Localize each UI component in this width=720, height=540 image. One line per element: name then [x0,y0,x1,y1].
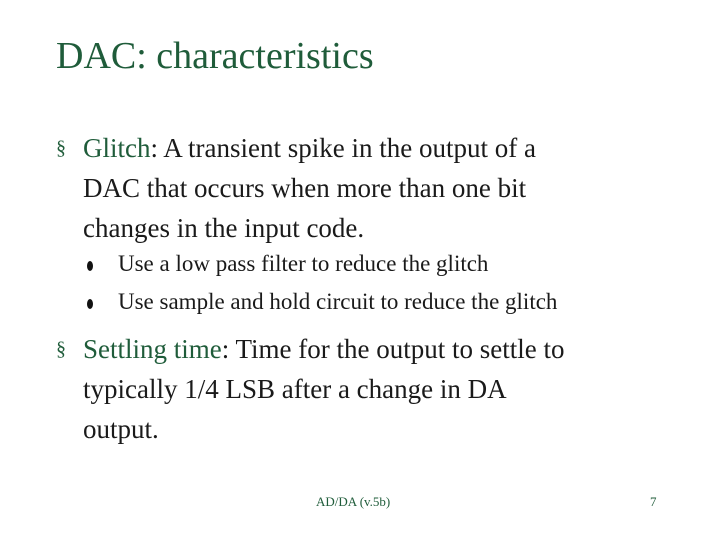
bullet-line: : Time for the output to settle to [221,334,565,364]
section-bullet-marker: § [56,137,66,159]
term-settling-time: Settling time [83,334,222,364]
page-number: 7 [650,494,657,509]
bullet-line: output. [83,414,159,444]
sub-bullet-text: Use a low pass filter to reduce the glitch [118,251,489,276]
sub-bullet-text: Use sample and hold circuit to reduce the glitch [118,289,558,314]
section-bullet-marker: § [56,338,66,360]
bullet-text-line [83,329,683,369]
footer-label: AD/DA (v.5b) [316,494,391,509]
round-bullet-icon [87,299,93,309]
round-bullet-icon [87,261,93,271]
bullet-text-line [83,128,683,168]
bullet-line: : A transient spike in the output of a [150,133,536,163]
bullet-line: DAC that occurs when more than one bit [83,173,527,203]
bullet-line: typically 1/4 LSB after a change in DA [83,374,507,404]
slide-title: DAC: characteristics [56,35,374,77]
bullet-line: changes in the input code. [83,213,365,243]
term-glitch: Glitch [83,133,151,163]
